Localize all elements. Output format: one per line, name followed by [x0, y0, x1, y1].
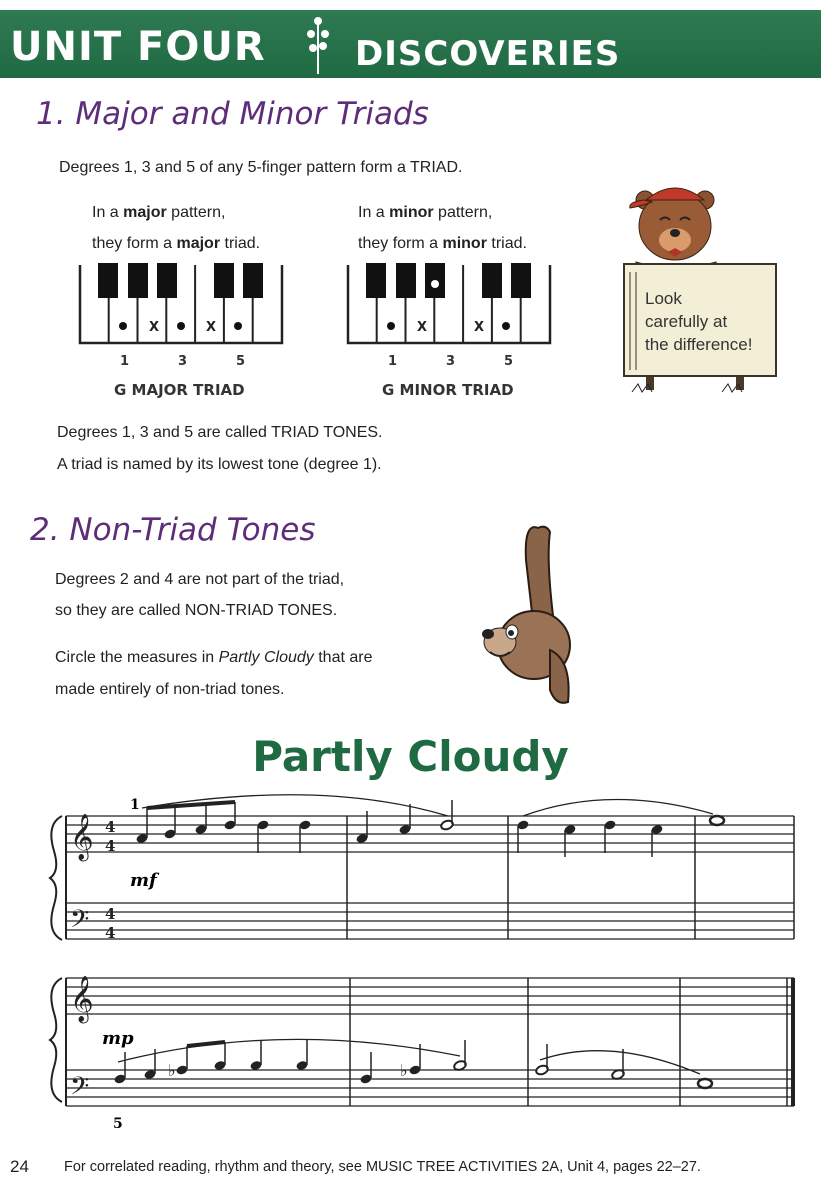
major-line-1: In a major pattern,	[92, 204, 226, 221]
g-major-keyboard	[76, 263, 288, 347]
dog-illustration	[476, 520, 586, 710]
degree-label: 3	[178, 354, 188, 369]
instruction-line-1: Circle the measures in Partly Cloudy that are	[55, 649, 373, 666]
key-x-mark: X	[205, 320, 217, 335]
degree-label: 1	[388, 354, 398, 369]
key-x-mark: X	[416, 320, 428, 335]
unit-title: UNIT FOUR	[10, 24, 266, 70]
sign-line: carefully at	[645, 312, 728, 331]
svg-text:𝄢: 𝄢	[70, 1072, 90, 1107]
degree-label: 1	[120, 354, 130, 369]
minor-line-2: they form a minor triad.	[358, 235, 527, 252]
key-x-mark: X	[473, 320, 485, 335]
svg-text:𝄞: 𝄞	[70, 976, 94, 1022]
minor-line-1: In a minor pattern,	[358, 204, 493, 221]
dynamic-mf: mf	[130, 870, 157, 891]
music-system-2	[50, 966, 800, 1132]
non-triad-line-1: Degrees 2 and 4 are not part of the triad,	[55, 571, 345, 588]
sign-line: the difference!	[645, 335, 753, 354]
g-minor-caption: G MINOR TRIAD	[382, 381, 514, 399]
svg-text:♭: ♭	[400, 1061, 408, 1080]
non-triad-line-2: so they are called NON-TRIAD TONES.	[55, 602, 338, 619]
section-title: DISCOVERIES	[355, 34, 621, 74]
fingering-1: 1	[130, 797, 140, 813]
time-sig-bottom: 4	[105, 837, 116, 855]
footer-reference: For correlated reading, rhythm and theory, see MUSIC TREE ACTIVITIES 2A, Unit 4, pages 22–27.	[64, 1159, 701, 1175]
music-tree-icon	[303, 14, 333, 76]
section2-title: 2. Non-Triad Tones	[30, 512, 316, 548]
degree-label: 5	[236, 354, 246, 369]
degree-label: 3	[446, 354, 456, 369]
time-sig-bottom: 4	[105, 924, 116, 942]
g-major-caption: G MAJOR TRIAD	[114, 381, 245, 399]
svg-text:♭: ♭	[168, 1061, 176, 1080]
music-system-1	[50, 796, 800, 946]
section1-intro: Degrees 1, 3 and 5 of any 5-finger pattern form a TRIAD.	[59, 159, 463, 176]
time-sig-top: 4	[105, 818, 116, 836]
sign-line: Look	[645, 289, 682, 308]
fingering-5: 5	[113, 1116, 123, 1132]
unit-banner	[0, 10, 821, 78]
time-sig-top: 4	[105, 905, 116, 923]
page-number: 24	[10, 1157, 29, 1176]
section1-title: 1. Major and Minor Triads	[36, 96, 429, 132]
degree-label: 5	[504, 354, 514, 369]
triad-naming-text: A triad is named by its lowest tone (degree 1).	[57, 456, 382, 473]
g-minor-keyboard	[344, 263, 556, 347]
instruction-line-2: made entirely of non-triad tones.	[55, 681, 285, 698]
dynamic-mp: mp	[102, 1028, 134, 1049]
major-line-2: they form a major triad.	[92, 235, 261, 252]
piece-title: Partly Cloudy	[252, 732, 569, 781]
svg-text:𝄞: 𝄞	[70, 814, 94, 860]
bear-illustration	[612, 178, 787, 400]
triad-tones-text: Degrees 1, 3 and 5 are called TRIAD TONES.	[57, 424, 383, 441]
svg-text:𝄢: 𝄢	[70, 905, 90, 940]
key-x-mark: X	[148, 320, 160, 335]
